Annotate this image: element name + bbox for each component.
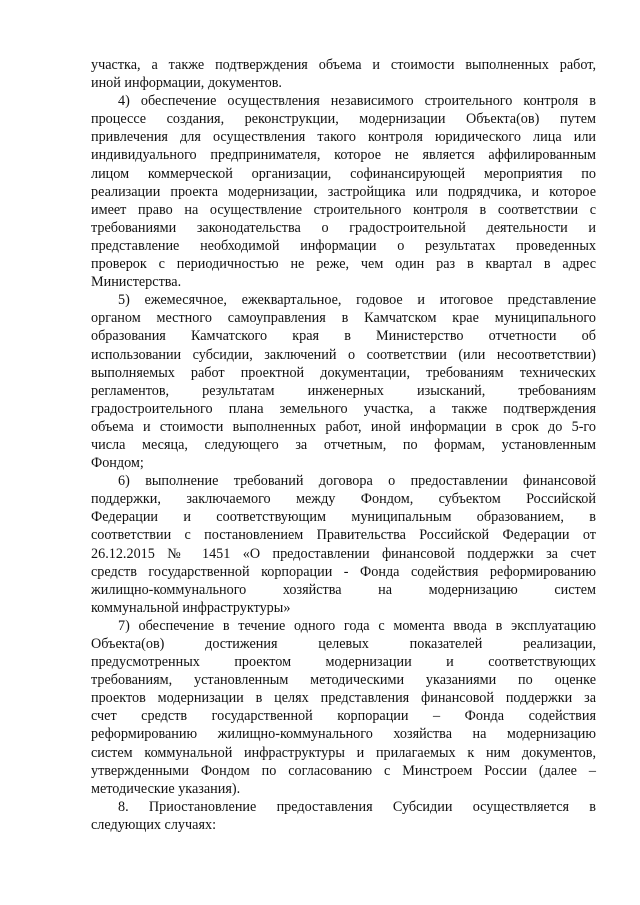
text-line: Объекта(ов) достижения целевых показателей реализации,: [91, 636, 596, 652]
text-line: представление необходимой информации о результатах проведенных: [91, 237, 596, 254]
paragraph-p5: [91, 291, 596, 472]
text-line: методические указания).: [91, 780, 241, 797]
text-line: счет средств государственной корпорации – Фонда содействия: [91, 708, 596, 725]
document-body: [91, 56, 596, 834]
text-line: поддержки, заключаемого между Фондом, субъектом Российской: [91, 491, 596, 508]
paragraph-p4: [91, 92, 596, 291]
text-line: систем коммунальной инфраструктуры и прилагаемых к ним документов,: [91, 744, 596, 761]
text-line: 6) выполнение требований договора о предоставлении финансовой: [118, 473, 596, 490]
text-line: органом местного самоуправления в Камчатском крае муниципального: [91, 310, 596, 327]
text-line: соответствии с постановлением Правительства Российской Федерации от: [91, 527, 596, 544]
text-line: выполняемых работ проектной документации, требованиям технических: [91, 364, 596, 381]
text-line: регламентов, результатам инженерных изысканий, требованиям: [91, 382, 596, 399]
text-line: процессе создания, реконструкции, модернизации Объекта(ов) путем: [91, 111, 596, 128]
text-line: привлечения для осуществления такого контроля юридического лица или: [91, 129, 596, 146]
text-line: имеет право на осуществление строительного контроля в соответствии с: [91, 201, 596, 218]
text-line: предусмотренных проектом модернизации и соответствующих: [91, 654, 596, 671]
text-line: градостроительного плана земельного участка, а также подтверждения: [91, 400, 596, 417]
paragraph-p-cont: [91, 56, 596, 92]
text-line: иной информации, документов.: [91, 75, 282, 92]
text-line: 8. Приостановление предоставления Субсидии осуществляется в: [118, 798, 596, 815]
text-line: проектов модернизации в целях представления финансовой поддержки за: [91, 690, 596, 707]
text-line: следующих случаях:: [91, 816, 217, 833]
paragraph-p7: [91, 617, 596, 798]
text-line: средств государственной корпорации - Фонда содействия реформированию: [91, 563, 596, 580]
text-line: использовании субсидии, заключений о соответствии (или несоответствии): [91, 346, 596, 363]
text-line: реализации проекта модернизации, застройщика или подрядчика, и которое: [91, 183, 596, 200]
text-line: 7) обеспечение в течение одного года с момента ввода в эксплуатацию: [118, 617, 596, 634]
text-line: лицом коммерческой организации, софинансирующей мероприятия по: [91, 165, 596, 182]
text-line: образования Камчатского края в Министерство отчетности об: [91, 328, 596, 345]
text-line: Министерства.: [91, 274, 182, 291]
text-line: числа месяца, следующего за отчетным, по формам, установленным: [91, 436, 596, 453]
text-line: утвержденными Фондом по согласованию с Минстроем России (далее –: [91, 762, 596, 779]
text-line: жилищно-коммунального хозяйства на модернизацию систем: [91, 581, 596, 598]
text-line: требованиями законодательства о градостроительной деятельности и: [91, 219, 596, 236]
text-line: реформированию жилищно-коммунального хозяйства на модернизацию: [91, 726, 596, 743]
paragraph-p6: [91, 472, 596, 617]
text-line: участка, а также подтверждения объема и стоимости выполненных работ,: [91, 57, 596, 73]
text-line: индивидуального предпринимателя, которое не является аффилированным: [91, 147, 596, 164]
paragraph-p8: [91, 798, 596, 834]
text-line: 4) обеспечение осуществления независимого строительного контроля в: [118, 93, 596, 110]
text-line: требованиям, установленным методическими указаниями по оценке: [91, 672, 596, 689]
text-line: коммунальной инфраструктуры»: [91, 599, 291, 616]
text-line: проверок с периодичностью не реже, чем один раз в квартал в адрес: [91, 256, 596, 273]
text-line: Федерации и соответствующим муниципальным образованием, в: [91, 509, 596, 526]
text-line: 5) ежемесячное, ежеквартальное, годовое и итоговое представление: [118, 292, 596, 309]
text-line: 26.12.2015 № 1451 «О предоставлении финансовой поддержки за счет: [91, 545, 596, 562]
text-line: объема и стоимости выполненных работ, иной информации в срок до 5-го: [91, 418, 596, 435]
text-line: Фондом;: [91, 455, 144, 472]
